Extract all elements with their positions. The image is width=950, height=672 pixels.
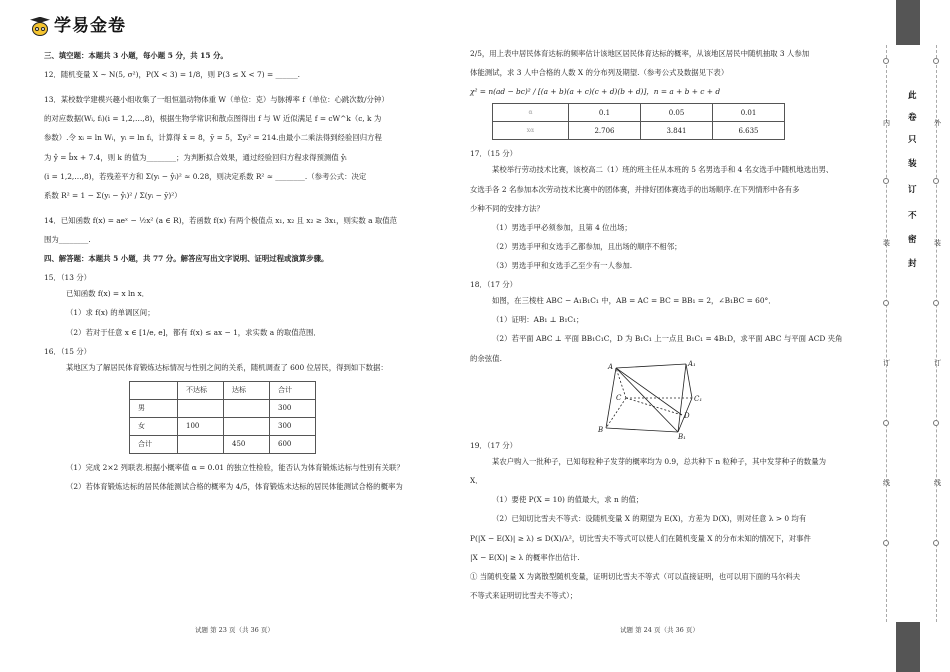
brand-logo — [30, 14, 126, 40]
table-cell: 6.635 — [713, 122, 785, 140]
binding-strip — [878, 0, 950, 672]
q19-part2-ineq: P(|X − E(X)| ≥ λ) ≤ D(X)/λ²，切比雪夫不等式可以使人们在随机变量 X 的分布未知的情况下，对事件 — [470, 533, 811, 543]
q14-line: 14．已知函数 f(x) = aeˣ − ½x² (a ∈ R)，若函数 f(x) 有两个极值点 x₁, x₂ 且 x₂ ≥ 3x₁，则实数 a 取值范 — [44, 215, 397, 225]
seal-char: 装 — [908, 159, 917, 169]
inner-cut-line — [886, 45, 887, 622]
label-D: D — [684, 412, 690, 420]
q17-part1: （1）男选手甲必须参加，且第 4 位出场； — [492, 222, 632, 232]
q19-line: 某农户购入一批种子，已知每粒种子发芽的概率均为 0.9，总共种下 n 粒种子，其中发芽种子的数量为 — [492, 457, 826, 467]
table-row — [130, 381, 316, 399]
seal-char: 密 — [908, 235, 917, 245]
table-cell — [178, 399, 224, 417]
table-cell: 0.01 — [713, 104, 785, 122]
binding-hole — [933, 420, 939, 426]
binding-hole — [933, 58, 939, 64]
question-19 — [470, 440, 860, 609]
table-row — [493, 104, 785, 122]
inner-mark: 内 — [883, 119, 890, 127]
binding-hole — [933, 540, 939, 546]
inner-mark: 订 — [883, 359, 890, 367]
binding-bar-top — [896, 0, 920, 45]
q17-head: 17．（15 分） — [470, 149, 518, 159]
q15-head: 15．（13 分） — [44, 273, 92, 283]
q19-part2: （2）已知切比雪夫不等式：设随机变量 X 的期望为 E(X)，方差为 D(X)，则对任意 λ > 0 均有 — [492, 514, 807, 524]
table-row — [130, 417, 316, 435]
edge-AB — [606, 368, 616, 428]
edge-AA1 — [616, 364, 686, 368]
edge-CB — [606, 398, 626, 428]
q13-line: (i = 1,2,…,8)，若残差平方和 Σ(yᵢ − ŷᵢ)² ≈ 0.28，则决定系数 R² ≈ ________.（参考公式：决定 — [44, 171, 367, 181]
table-cell: 0.05 — [641, 104, 713, 122]
binding-bar-bottom — [896, 622, 920, 672]
section-4-title: 四、解答题：本题共 5 小题，共 77 分。解答应写出文字说明、证明过程或演算步骤。 — [44, 254, 329, 264]
q15-part2: （2）若对于任意 x ∈ [1/e, e]，都有 f(x) ≤ ax − 1，求实数 a 的取值范围． — [66, 327, 321, 337]
table-cell — [130, 381, 178, 399]
table-cell: 100 — [178, 417, 224, 435]
section-3-title: 三、填空题：本题共 3 小题，每小题 5 分，共 15 分。 — [44, 51, 228, 60]
seal-char: 不 — [908, 211, 917, 221]
q17-part2: （2）男选手甲和女选手乙都参加，且出场的顺序不相邻； — [492, 241, 682, 251]
outer-mark: 外 — [934, 119, 941, 127]
q19-part2-event: |X − E(X)| ≥ λ 的概率作出估计. — [470, 552, 580, 562]
binding-hole — [883, 178, 889, 184]
table-cell — [224, 399, 270, 417]
q13-line: 的对应数据(Wᵢ, fᵢ)(i = 1,2,…,8)，根据生物学常识和散点图得出 f 与 W 近似满足 f = cW^k（c, k 为 — [44, 114, 382, 124]
binding-hole — [883, 300, 889, 306]
label-C1: C₁ — [694, 395, 703, 403]
q16-continued: 2/5，用上表中居民体育达标的频率估计该地区居民体育达标的概率，从该地区居民中随机抽取 3 人参加 — [470, 49, 810, 58]
label-C: C — [616, 394, 622, 402]
edge-CD — [626, 398, 682, 415]
prism-figure — [596, 360, 716, 440]
outer-mark: 装 — [934, 239, 941, 247]
binding-hole — [883, 540, 889, 546]
question-17 — [470, 148, 860, 271]
label-A: A — [608, 363, 614, 371]
seal-char: 卷 — [908, 113, 917, 123]
brand-name: 学易金卷 — [54, 16, 126, 36]
q14-line: 围为________. — [44, 234, 91, 244]
table-row — [130, 399, 316, 417]
table-cell: 合计 — [270, 381, 316, 399]
page-footer-left: 试题 第 23 页（共 36 页） — [195, 626, 274, 634]
table-cell — [178, 435, 224, 453]
q13-line: 参数）.令 xᵢ = ln Wᵢ，yᵢ = ln fᵢ，计算得 x̄ = 8，ȳ = 5，Σyᵢ² = 214.由最小二乘法得到经验回归方程 — [44, 133, 382, 143]
label-B: B — [598, 426, 604, 434]
binding-hole — [933, 178, 939, 184]
question-14 — [44, 215, 444, 245]
table-cell: 合计 — [130, 435, 178, 453]
table-cell: 450 — [224, 435, 270, 453]
table-cell — [224, 417, 270, 435]
q17-line: 女选手各 2 名参加本次劳动技术比赛中的团体赛，并排好团体赛选手的出场顺序.在下列情形中各有多 — [470, 184, 800, 194]
critical-value-table — [492, 103, 785, 140]
table-cell: 300 — [270, 417, 316, 435]
table-cell: 男 — [130, 399, 178, 417]
table-row — [493, 122, 785, 140]
outer-mark: 订 — [934, 359, 941, 367]
q19-head: 19．（17 分） — [470, 441, 518, 450]
table-cell: 达标 — [224, 381, 270, 399]
q13-line: 系数 R² = 1 − Σ(yᵢ − ŷᵢ)² / Σ(yᵢ − ȳ)²） — [44, 190, 182, 200]
q16-stem: 某地区为了解居民体育锻炼达标情况与性别之间的关系，随机调查了 600 位居民，得到如下数据： — [66, 362, 388, 372]
label-A1: A₁ — [688, 360, 696, 368]
q18-part1: （1）证明：AB₁ ⊥ B₁C₁； — [492, 315, 584, 325]
q19-line: X． — [470, 476, 483, 486]
owl-icon — [30, 17, 50, 37]
table-cell: 女 — [130, 417, 178, 435]
table-cell: 2.706 — [569, 122, 641, 140]
left-column — [44, 50, 444, 500]
table-cell: 300 — [270, 399, 316, 417]
q13-line: 13．某校数学建模兴趣小组收集了一组恒温动物体重 W（单位：克）与脉搏率 f（单位：心跳次数/分钟） — [44, 95, 389, 105]
question-18 — [470, 279, 860, 364]
q16-continued: 体能测试，求 3 人中合格的人数 X 的分布列及期望.（参考公式及数据见下表） — [470, 68, 729, 78]
edge-AB1 — [616, 368, 678, 432]
seal-char: 只 — [908, 135, 917, 145]
seal-char: 封 — [908, 259, 917, 269]
table-cell: 0.1 — [569, 104, 641, 122]
table-cell: 不达标 — [178, 381, 224, 399]
table-cell: xα — [493, 122, 569, 140]
page-footer-right: 试题 第 24 页（共 36 页） — [620, 626, 699, 634]
seal-char: 此 — [908, 91, 917, 101]
edge-AD — [616, 368, 682, 415]
edge-A1C1 — [686, 364, 692, 398]
q17-line: 少种不同的安排方法？ — [470, 203, 544, 213]
table-cell: 600 — [270, 435, 316, 453]
seal-char: 订 — [908, 185, 917, 195]
chi-square-formula: χ² = n(ad − bc)² / [(a + b)(a + c)(c + d)(b + d)]，n = a + b + c + d — [470, 87, 721, 97]
q18-stem: 如图，在三棱柱 ABC − A₁B₁C₁ 中，AB = AC = BC = BB₁ = 2，∠B₁BC = 60°． — [492, 296, 776, 306]
binding-hole — [883, 58, 889, 64]
outer-cut-line — [936, 45, 937, 622]
question-15 — [44, 272, 444, 337]
q17-line: 某校举行劳动技术比赛，该校高二（1）班的班主任从本班的 5 名男选手和 4 名女选手中随机地选出男、 — [492, 165, 834, 175]
label-B1: B₁ — [678, 433, 686, 440]
question-13 — [44, 94, 444, 201]
table-cell: 3.841 — [641, 122, 713, 140]
contingency-table — [129, 381, 316, 454]
q18-head: 18．（17 分） — [470, 280, 518, 290]
q15-part1: （1）求 f(x) 的单调区间； — [66, 308, 155, 318]
inner-mark: 装 — [883, 239, 890, 247]
question-12: 12．随机变量 X ~ N(5, σ²)，P(X < 3) = 1/8，则 P(3 ≤ X < 7) = ______. — [44, 70, 301, 80]
q16-part2: （2）若体育锻炼达标的居民体能测试合格的概率为 4/5，体育锻炼未达标的居民体能测试合格的概率为 — [66, 481, 403, 491]
binding-hole — [883, 420, 889, 426]
q19-part1: （1）要使 P(X = 10) 的值最大，求 n 的值； — [492, 495, 644, 505]
right-column — [470, 48, 860, 372]
q18-part3: 的余弦值. — [470, 353, 502, 363]
q18-part2: （2）若平面 ABC ⊥ 平面 BB₁C₁C，D 为 B₁C₁ 上一点且 B₁C₁ = 4B₁D，求平面 ABC 与平面 ACD 夹角 — [492, 334, 843, 344]
q15-stem: 已知函数 f(x) = x ln x． — [66, 289, 150, 299]
table-cell: α — [493, 104, 569, 122]
q17-part3: （3）男选手甲和女选手乙至少有一人参加. — [492, 260, 633, 270]
q16-part1: （1）完成 2×2 列联表.根据小概率值 α = 0.01 的独立性检验，能否认为体育锻炼达标与性别有关联？ — [66, 462, 404, 472]
q19-sub1-cont: 不等式来证明切比雪夫不等式）； — [470, 590, 578, 600]
q19-sub1: ① 当随机变量 X 为离散型随机变量，证明切比雪夫不等式（可以直接证明，也可以用下面的马尔科夫 — [470, 571, 801, 581]
edge-BB1 — [606, 428, 678, 432]
binding-hole — [933, 300, 939, 306]
inner-mark: 线 — [883, 479, 890, 487]
question-16 — [44, 346, 444, 492]
outer-mark: 线 — [934, 479, 941, 487]
q16-head: 16．（15 分） — [44, 346, 92, 356]
q13-line: 为 ŷ = b̂x + 7.4，则 k 的值为________；为判断拟合效果，通过经验回归方程求得预测值 ŷᵢ — [44, 152, 347, 162]
table-row — [130, 435, 316, 453]
